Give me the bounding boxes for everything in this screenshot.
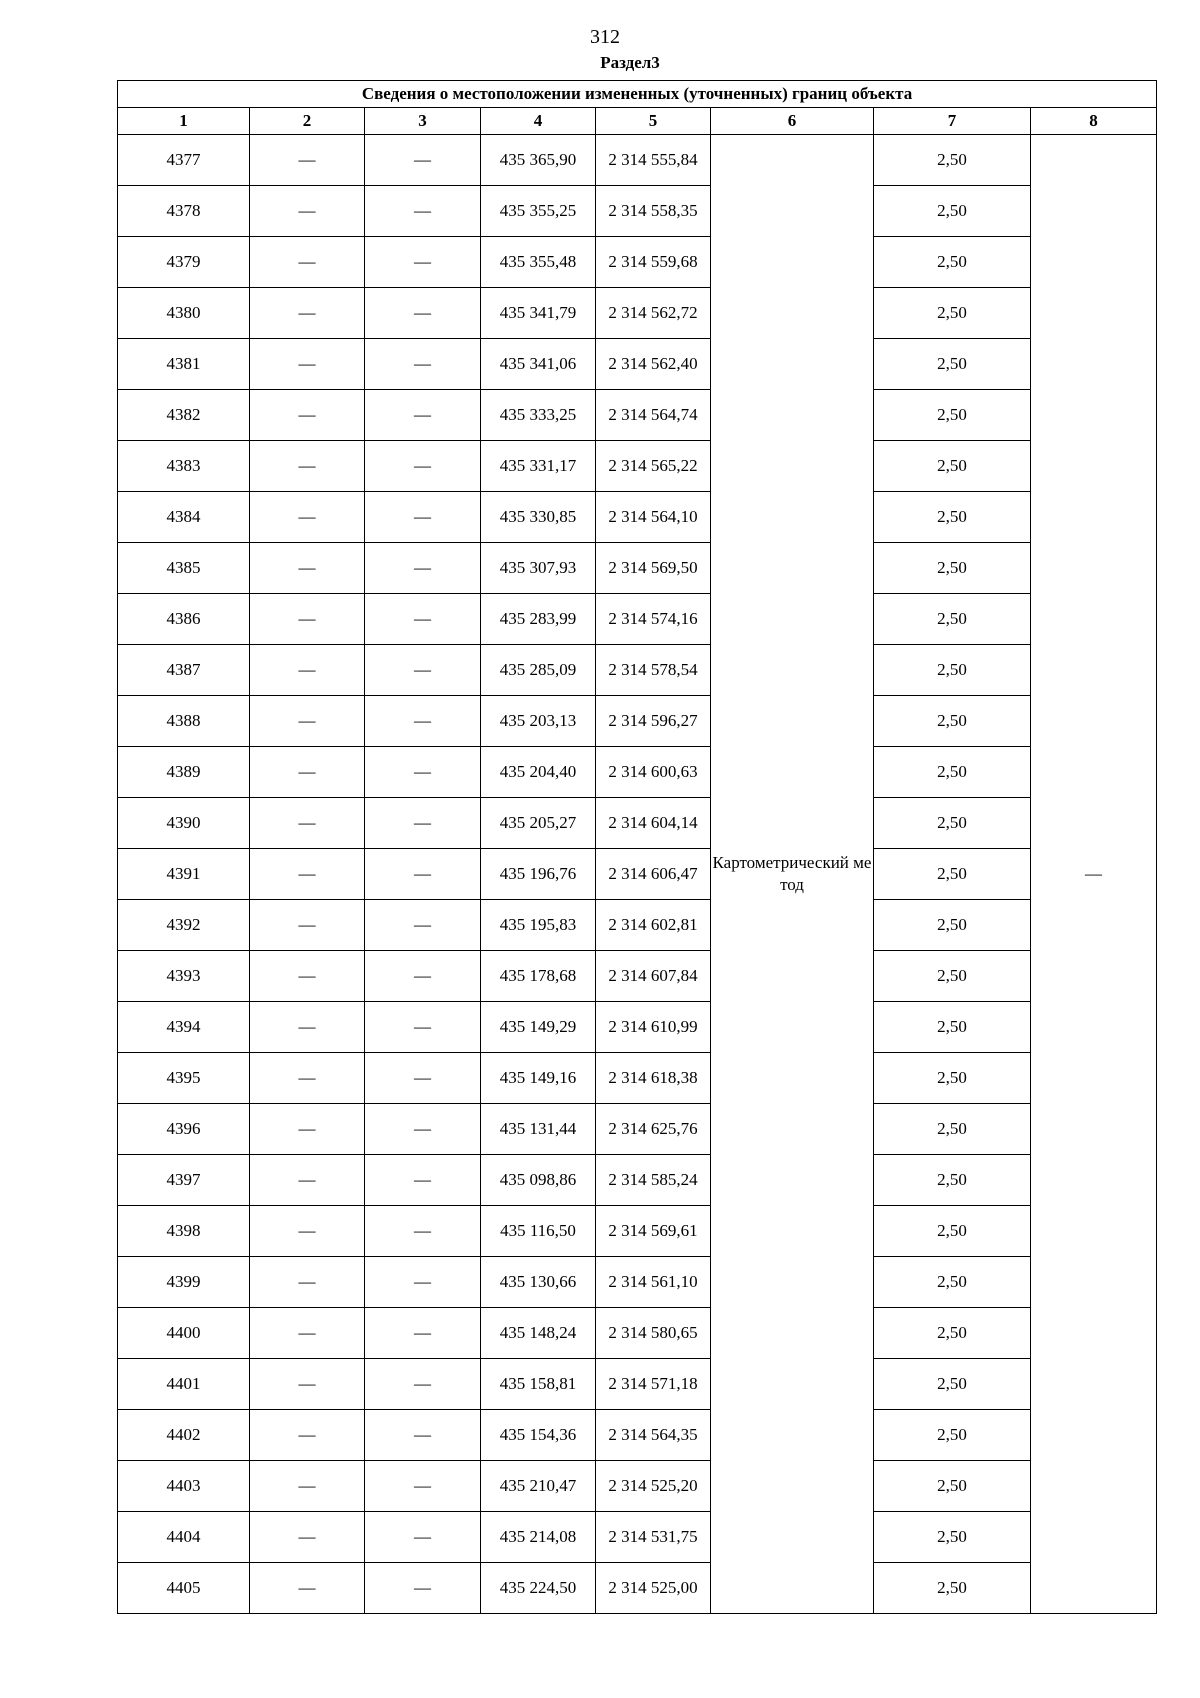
table-caption: Сведения о местоположении измененных (уточненных) границ объекта (118, 81, 1157, 108)
column2-cell: — (250, 1206, 365, 1257)
column2-cell: — (250, 237, 365, 288)
table-row (118, 747, 1157, 798)
column2-cell: — (250, 339, 365, 390)
column2-cell: — (250, 1512, 365, 1563)
accuracy-cell: 2,50 (874, 1002, 1031, 1053)
x-coordinate-cell: 435 204,40 (481, 747, 596, 798)
point-number-cell: 4392 (118, 900, 250, 951)
accuracy-cell: 2,50 (874, 1461, 1031, 1512)
point-number-cell: 4395 (118, 1053, 250, 1104)
point-number-cell: 4405 (118, 1563, 250, 1614)
column2-cell: — (250, 1002, 365, 1053)
x-coordinate-cell: 435 330,85 (481, 492, 596, 543)
x-coordinate-cell: 435 307,93 (481, 543, 596, 594)
point-number-cell: 4396 (118, 1104, 250, 1155)
column2-cell: — (250, 1104, 365, 1155)
y-coordinate-cell: 2 314 525,20 (596, 1461, 711, 1512)
section-title: Раздел3 (600, 53, 660, 72)
column3-cell: — (365, 1257, 481, 1308)
column-number: 4 (481, 108, 596, 135)
point-number-cell: 4394 (118, 1002, 250, 1053)
column3-cell: — (365, 1155, 481, 1206)
accuracy-cell: 2,50 (874, 339, 1031, 390)
accuracy-cell: 2,50 (874, 1155, 1031, 1206)
x-coordinate-cell: 435 224,50 (481, 1563, 596, 1614)
x-coordinate-cell: 435 178,68 (481, 951, 596, 1002)
table-row (118, 186, 1157, 237)
y-coordinate-cell: 2 314 571,18 (596, 1359, 711, 1410)
point-number-cell: 4385 (118, 543, 250, 594)
x-coordinate-cell: 435 341,06 (481, 339, 596, 390)
y-coordinate-cell: 2 314 564,35 (596, 1410, 711, 1461)
point-number-cell: 4402 (118, 1410, 250, 1461)
table-row (118, 645, 1157, 696)
accuracy-cell: 2,50 (874, 492, 1031, 543)
table-row (118, 1155, 1157, 1206)
column2-cell: — (250, 492, 365, 543)
accuracy-cell: 2,50 (874, 1563, 1031, 1614)
column2-cell: — (250, 186, 365, 237)
x-coordinate-cell: 435 158,81 (481, 1359, 596, 1410)
point-number-cell: 4377 (118, 135, 250, 186)
accuracy-cell: 2,50 (874, 1053, 1031, 1104)
table-row (118, 900, 1157, 951)
column-number: 2 (250, 108, 365, 135)
page-number: 312 (590, 26, 620, 48)
x-coordinate-cell: 435 149,16 (481, 1053, 596, 1104)
y-coordinate-cell: 2 314 625,76 (596, 1104, 711, 1155)
table-row (118, 1563, 1157, 1614)
table-body (118, 135, 1157, 1614)
x-coordinate-cell: 435 355,48 (481, 237, 596, 288)
point-number-cell: 4401 (118, 1359, 250, 1410)
column3-cell: — (365, 1104, 481, 1155)
table-row (118, 1308, 1157, 1359)
accuracy-cell: 2,50 (874, 1512, 1031, 1563)
y-coordinate-cell: 2 314 561,10 (596, 1257, 711, 1308)
table-row (118, 1461, 1157, 1512)
x-coordinate-cell: 435 365,90 (481, 135, 596, 186)
y-coordinate-cell: 2 314 565,22 (596, 441, 711, 492)
column3-cell: — (365, 492, 481, 543)
accuracy-cell: 2,50 (874, 951, 1031, 1002)
table-row (118, 1206, 1157, 1257)
column2-cell: — (250, 798, 365, 849)
column2-cell: — (250, 543, 365, 594)
table-row (118, 288, 1157, 339)
point-number-cell: 4398 (118, 1206, 250, 1257)
column3-cell: — (365, 1359, 481, 1410)
point-number-cell: 4384 (118, 492, 250, 543)
x-coordinate-cell: 435 331,17 (481, 441, 596, 492)
column-number: 8 (1031, 108, 1157, 135)
column-number-row (118, 108, 1157, 135)
accuracy-cell: 2,50 (874, 849, 1031, 900)
x-coordinate-cell: 435 285,09 (481, 645, 596, 696)
y-coordinate-cell: 2 314 610,99 (596, 1002, 711, 1053)
column3-cell: — (365, 1053, 481, 1104)
y-coordinate-cell: 2 314 606,47 (596, 849, 711, 900)
table-row (118, 798, 1157, 849)
column3-cell: — (365, 288, 481, 339)
column3-cell: — (365, 747, 481, 798)
column2-cell: — (250, 1257, 365, 1308)
table-row (118, 390, 1157, 441)
column2-cell: — (250, 1155, 365, 1206)
column2-cell: — (250, 135, 365, 186)
accuracy-cell: 2,50 (874, 237, 1031, 288)
accuracy-cell: 2,50 (874, 1308, 1031, 1359)
y-coordinate-cell: 2 314 564,74 (596, 390, 711, 441)
x-coordinate-cell: 435 195,83 (481, 900, 596, 951)
column2-cell: — (250, 390, 365, 441)
column2-cell: — (250, 849, 365, 900)
x-coordinate-cell: 435 214,08 (481, 1512, 596, 1563)
y-coordinate-cell: 2 314 585,24 (596, 1155, 711, 1206)
y-coordinate-cell: 2 314 596,27 (596, 696, 711, 747)
column3-cell: — (365, 900, 481, 951)
table-row (118, 594, 1157, 645)
accuracy-cell: 2,50 (874, 645, 1031, 696)
y-coordinate-cell: 2 314 569,61 (596, 1206, 711, 1257)
point-number-cell: 4383 (118, 441, 250, 492)
column2-cell: — (250, 1461, 365, 1512)
table-row (118, 951, 1157, 1002)
y-coordinate-cell: 2 314 607,84 (596, 951, 711, 1002)
point-number-cell: 4386 (118, 594, 250, 645)
column3-cell: — (365, 1461, 481, 1512)
table-row (118, 135, 1157, 186)
point-number-cell: 4390 (118, 798, 250, 849)
y-coordinate-cell: 2 314 578,54 (596, 645, 711, 696)
column2-cell: — (250, 1563, 365, 1614)
column-number: 7 (874, 108, 1031, 135)
table-row (118, 1410, 1157, 1461)
column2-cell: — (250, 288, 365, 339)
accuracy-cell: 2,50 (874, 798, 1031, 849)
table-row (118, 1002, 1157, 1053)
point-number-cell: 4391 (118, 849, 250, 900)
x-coordinate-cell: 435 149,29 (481, 1002, 596, 1053)
accuracy-cell: 2,50 (874, 1410, 1031, 1461)
column3-cell: — (365, 441, 481, 492)
y-coordinate-cell: 2 314 558,35 (596, 186, 711, 237)
y-coordinate-cell: 2 314 555,84 (596, 135, 711, 186)
accuracy-cell: 2,50 (874, 543, 1031, 594)
x-coordinate-cell: 435 196,76 (481, 849, 596, 900)
y-coordinate-cell: 2 314 580,65 (596, 1308, 711, 1359)
point-number-cell: 4382 (118, 390, 250, 441)
column-number: 3 (365, 108, 481, 135)
column3-cell: — (365, 390, 481, 441)
accuracy-cell: 2,50 (874, 1359, 1031, 1410)
column3-cell: — (365, 237, 481, 288)
column2-cell: — (250, 1410, 365, 1461)
column3-cell: — (365, 1308, 481, 1359)
column2-cell: — (250, 645, 365, 696)
table-row (118, 1257, 1157, 1308)
table-row (118, 849, 1157, 900)
y-coordinate-cell: 2 314 562,72 (596, 288, 711, 339)
y-coordinate-cell: 2 314 559,68 (596, 237, 711, 288)
x-coordinate-cell: 435 333,25 (481, 390, 596, 441)
accuracy-cell: 2,50 (874, 747, 1031, 798)
column-number: 1 (118, 108, 250, 135)
point-number-cell: 4388 (118, 696, 250, 747)
y-coordinate-cell: 2 314 602,81 (596, 900, 711, 951)
point-number-cell: 4404 (118, 1512, 250, 1563)
accuracy-cell: 2,50 (874, 696, 1031, 747)
point-number-cell: 4381 (118, 339, 250, 390)
column2-cell: — (250, 594, 365, 645)
column2-cell: — (250, 900, 365, 951)
point-number-cell: 4403 (118, 1461, 250, 1512)
column-number: 5 (596, 108, 711, 135)
x-coordinate-cell: 435 116,50 (481, 1206, 596, 1257)
boundary-coordinates-table (117, 80, 1157, 1614)
y-coordinate-cell: 2 314 618,38 (596, 1053, 711, 1104)
point-number-cell: 4399 (118, 1257, 250, 1308)
column2-cell: — (250, 747, 365, 798)
column-number: 6 (711, 108, 874, 135)
x-coordinate-cell: 435 355,25 (481, 186, 596, 237)
accuracy-cell: 2,50 (874, 1104, 1031, 1155)
column2-cell: — (250, 1308, 365, 1359)
table-row (118, 441, 1157, 492)
accuracy-cell: 2,50 (874, 1257, 1031, 1308)
point-number-cell: 4389 (118, 747, 250, 798)
table-row (118, 339, 1157, 390)
accuracy-cell: 2,50 (874, 135, 1031, 186)
x-coordinate-cell: 435 130,66 (481, 1257, 596, 1308)
table-row (118, 1053, 1157, 1104)
column3-cell: — (365, 696, 481, 747)
column3-cell: — (365, 798, 481, 849)
method-cell: Картометрический метод (711, 135, 874, 1614)
accuracy-cell: 2,50 (874, 594, 1031, 645)
table-row (118, 696, 1157, 747)
accuracy-cell: 2,50 (874, 900, 1031, 951)
y-coordinate-cell: 2 314 531,75 (596, 1512, 711, 1563)
column3-cell: — (365, 186, 481, 237)
column3-cell: — (365, 1206, 481, 1257)
x-coordinate-cell: 435 154,36 (481, 1410, 596, 1461)
column3-cell: — (365, 339, 481, 390)
point-number-cell: 4397 (118, 1155, 250, 1206)
point-number-cell: 4380 (118, 288, 250, 339)
y-coordinate-cell: 2 314 604,14 (596, 798, 711, 849)
x-coordinate-cell: 435 131,44 (481, 1104, 596, 1155)
accuracy-cell: 2,50 (874, 186, 1031, 237)
column3-cell: — (365, 849, 481, 900)
column3-cell: — (365, 645, 481, 696)
column2-cell: — (250, 696, 365, 747)
column3-cell: — (365, 1410, 481, 1461)
accuracy-cell: 2,50 (874, 441, 1031, 492)
column3-cell: — (365, 594, 481, 645)
column2-cell: — (250, 1359, 365, 1410)
column3-cell: — (365, 1002, 481, 1053)
column2-cell: — (250, 441, 365, 492)
point-number-cell: 4379 (118, 237, 250, 288)
table-row (118, 1512, 1157, 1563)
x-coordinate-cell: 435 203,13 (481, 696, 596, 747)
table-row (118, 1359, 1157, 1410)
column2-cell: — (250, 1053, 365, 1104)
y-coordinate-cell: 2 314 574,16 (596, 594, 711, 645)
accuracy-cell: 2,50 (874, 288, 1031, 339)
point-number-cell: 4387 (118, 645, 250, 696)
accuracy-cell: 2,50 (874, 1206, 1031, 1257)
y-coordinate-cell: 2 314 562,40 (596, 339, 711, 390)
point-number-cell: 4378 (118, 186, 250, 237)
column3-cell: — (365, 1512, 481, 1563)
y-coordinate-cell: 2 314 600,63 (596, 747, 711, 798)
point-number-cell: 4393 (118, 951, 250, 1002)
x-coordinate-cell: 435 205,27 (481, 798, 596, 849)
table-row (118, 1104, 1157, 1155)
column3-cell: — (365, 135, 481, 186)
y-coordinate-cell: 2 314 564,10 (596, 492, 711, 543)
column8-cell: — (1031, 135, 1157, 1614)
x-coordinate-cell: 435 148,24 (481, 1308, 596, 1359)
table-row (118, 237, 1157, 288)
x-coordinate-cell: 435 210,47 (481, 1461, 596, 1512)
y-coordinate-cell: 2 314 569,50 (596, 543, 711, 594)
y-coordinate-cell: 2 314 525,00 (596, 1563, 711, 1614)
point-number-cell: 4400 (118, 1308, 250, 1359)
accuracy-cell: 2,50 (874, 390, 1031, 441)
column3-cell: — (365, 951, 481, 1002)
table-row (118, 543, 1157, 594)
x-coordinate-cell: 435 341,79 (481, 288, 596, 339)
column3-cell: — (365, 1563, 481, 1614)
column3-cell: — (365, 543, 481, 594)
table-row (118, 492, 1157, 543)
x-coordinate-cell: 435 283,99 (481, 594, 596, 645)
x-coordinate-cell: 435 098,86 (481, 1155, 596, 1206)
column2-cell: — (250, 951, 365, 1002)
